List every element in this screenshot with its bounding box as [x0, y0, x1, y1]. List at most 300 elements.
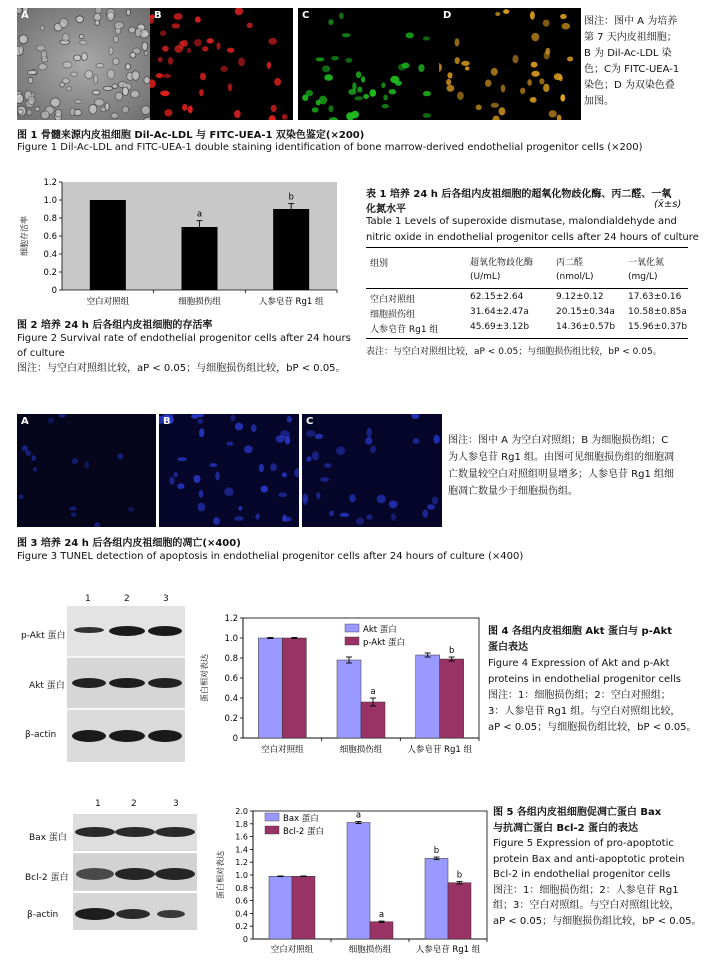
x-tick-label: 细胞损伤组	[348, 945, 392, 955]
cell-blob	[70, 72, 77, 76]
cell-blob	[328, 19, 333, 25]
bar	[258, 638, 282, 738]
cell-blob	[270, 463, 277, 471]
cell-blob	[402, 63, 410, 69]
cell-blob	[377, 495, 386, 504]
cell-blob	[324, 463, 331, 468]
cell-blob	[105, 103, 109, 111]
fig1-label-a: A	[21, 10, 29, 21]
cell-blob	[19, 35, 28, 44]
y-tick-label: 0.2	[224, 714, 238, 724]
cell-blob	[324, 74, 333, 81]
cell-blob	[432, 497, 438, 505]
cell-blob	[160, 91, 169, 96]
fig5-caption: 图 5 各组内皮祖细胞促凋亡蛋白 Bax 与抗凋亡蛋白 Bcl-2 蛋白的表达 Figure 5 Expression of pro-apoptotic protein Bax and anti-apoptotic protein Bcl-2 in endothelial progenitor cells 图注：1：细胞损伤组；2：人参皂苷 Rg1 组；3：空白对照组。与空白对照组比较， aP < 0.05；与细胞损伤组比较，bP < 0.05。	[493, 807, 702, 927]
cell-blob	[69, 506, 76, 510]
cell-blob	[144, 51, 148, 56]
cell-blob	[221, 66, 228, 72]
y-tick-label: 0.4	[224, 694, 238, 704]
significance-label: b	[433, 846, 440, 857]
cell-blob	[520, 88, 525, 94]
cell-blob	[194, 475, 201, 483]
y-tick-label: 0	[51, 286, 57, 296]
cell-blob	[22, 445, 28, 451]
table1-header-sod: 超氧化物歧化酶 (U/mL)	[470, 258, 534, 282]
cell-blob	[560, 14, 567, 19]
cell-blob	[312, 451, 319, 460]
cell-blob	[142, 42, 148, 51]
y-tick-label: 1.0	[235, 871, 248, 880]
bar	[269, 876, 292, 939]
significance-label: b	[448, 646, 455, 656]
bar	[361, 702, 385, 738]
cell-blob	[174, 45, 182, 53]
y-tick-label: 1.8	[235, 819, 248, 829]
cell-blob	[501, 85, 506, 93]
cell-blob	[543, 84, 549, 92]
cell-blob	[79, 34, 84, 38]
fig2-chart	[17, 172, 347, 310]
table1-header-no: 一氧化氮 (mg/L)	[628, 258, 665, 282]
cell-blob	[361, 76, 365, 83]
y-tick-label: 0.6	[224, 674, 238, 684]
fig3-label-c: C	[306, 416, 314, 427]
cell-blob	[370, 446, 376, 454]
cell-blob	[126, 9, 130, 15]
cell-blob	[191, 414, 199, 419]
fig4-lane-2: 2	[124, 594, 130, 604]
cell-blob	[62, 33, 69, 41]
fig3-panel-c	[302, 414, 442, 527]
cell-blob	[128, 507, 134, 512]
cell-blob	[135, 28, 141, 37]
cell-blob	[118, 453, 124, 460]
y-tick-label: 0.2	[235, 922, 248, 932]
x-tick-label: 人参皂苷 Rg1 组	[407, 745, 472, 755]
cell-blob	[182, 104, 187, 111]
table1-rule-mid	[366, 288, 688, 289]
cell-blob	[199, 428, 204, 437]
cell-blob	[529, 97, 535, 102]
table-row: 空白对照组 62.15±2.64 9.12±0.12 17.63±0.16	[370, 292, 682, 305]
fig4-label-pakt: p-Akt 蛋白	[21, 631, 66, 641]
cell-blob	[35, 107, 40, 111]
cell-blob	[55, 109, 62, 116]
cell-blob	[109, 47, 113, 55]
y-tick-label: 0.8	[235, 883, 248, 893]
fig2-caption-en-1: Figure 2 Survival rate of endothelial progenitor cells after 24 hours	[17, 333, 351, 344]
bar	[440, 659, 464, 738]
fig1-panel-b	[150, 8, 293, 120]
cell-blob	[531, 71, 539, 77]
cell-blob	[306, 90, 313, 96]
cell-blob	[228, 83, 232, 91]
cell-blob	[28, 77, 33, 83]
cell-blob	[485, 80, 492, 87]
cell-blob	[156, 73, 163, 78]
cell-blob	[370, 89, 377, 97]
y-tick-label: 1.2	[43, 178, 57, 188]
cell-blob	[92, 90, 100, 95]
cell-blob	[357, 87, 362, 93]
cell-blob	[66, 87, 72, 91]
cell-blob	[543, 20, 550, 27]
fig1-panel-d	[439, 8, 581, 120]
y-tick-label: 0.4	[43, 250, 57, 260]
x-tick-label: 人参皂苷 Rg1 组	[415, 945, 481, 955]
cell-blob	[476, 105, 482, 111]
fig3-label-b: B	[163, 416, 171, 427]
cell-blob	[177, 457, 187, 461]
cell-blob	[122, 106, 128, 113]
cell-blob	[503, 9, 509, 14]
cell-blob	[234, 110, 241, 118]
table1-note: 表注：与空白对照组比较，aP < 0.05；与细胞损伤组比较，bP < 0.05。	[366, 347, 662, 357]
cell-blob	[199, 490, 204, 498]
cell-blob	[94, 13, 101, 21]
bar	[416, 655, 440, 738]
cell-blob	[158, 57, 163, 62]
cell-blob	[329, 511, 334, 517]
cell-blob	[63, 62, 72, 68]
cell-blob	[27, 70, 36, 74]
cell-blob	[340, 513, 350, 517]
cell-blob	[389, 89, 396, 94]
y-tick-label: 0.2	[43, 268, 57, 278]
bar	[448, 883, 471, 939]
cell-blob	[247, 23, 253, 29]
fig4-chart	[195, 610, 485, 772]
cell-blob	[48, 417, 54, 423]
cell-blob	[238, 58, 245, 67]
cell-blob	[461, 61, 470, 66]
cell-blob	[168, 57, 173, 65]
cell-blob	[244, 446, 253, 454]
cell-blob	[25, 450, 31, 456]
x-tick-label: 人参皂苷 Rg1 组	[258, 297, 324, 307]
cell-blob	[356, 518, 364, 525]
cell-blob	[72, 458, 78, 464]
cell-blob	[207, 38, 214, 43]
x-tick-label: 细胞损伤组	[178, 297, 221, 307]
fig5-lane-1: 1	[95, 799, 101, 809]
y-tick-label: 0	[232, 734, 238, 744]
cell-blob	[194, 39, 202, 46]
significance-label: a	[355, 810, 362, 821]
cell-blob	[169, 477, 174, 485]
fig1-label-b: B	[154, 10, 162, 21]
table1-title-en-2: nitric oxide in endothelial progenitor cells after 24 hours of culture	[366, 232, 699, 243]
cell-blob	[455, 38, 460, 46]
cell-blob	[80, 40, 87, 44]
table-row: 人参皂苷 Rg1 组 45.69±3.12b 14.36±0.57b 15.96±0.37b	[370, 322, 688, 335]
table1-title-cn-1: 表 1 培养 24 h 后各组内皮祖细胞的超氧化物歧化酶、丙二醛、一氧	[366, 189, 672, 200]
cell-blob	[280, 430, 290, 438]
cell-blob	[195, 16, 201, 22]
y-tick-label: 1.2	[235, 858, 248, 868]
fig4-lane-3: 3	[163, 594, 169, 604]
cell-blob	[282, 114, 288, 120]
fig3-note: 图注：图中 A 为空白对照组；B 为细胞损伤组；C 为人参皂苷 Rg1 组。由图可见细胞损伤组的细胞凋 亡数量较空白对照组明显增多；人参皂苷 Rg1 组细 胞凋亡数量少于细胞损伤组。	[448, 435, 675, 497]
cell-blob	[465, 66, 470, 70]
y-axis-label: 蛋白相对表达	[200, 654, 209, 702]
cell-blob	[238, 506, 242, 511]
cell-blob	[227, 48, 234, 53]
cell-blob	[447, 85, 455, 92]
table1-stat: (x̄±s)	[654, 199, 682, 210]
bar	[370, 922, 393, 939]
y-tick-label: 1.0	[224, 634, 238, 644]
cell-blob	[130, 52, 136, 58]
significance-label: b	[288, 192, 294, 203]
cell-blob	[383, 95, 388, 101]
fig4-label-actin: β-actin	[25, 730, 57, 740]
fig2-caption-cn: 图 2 培养 24 h 后各组内皮祖细胞的存活率	[17, 320, 213, 331]
cell-blob	[230, 415, 235, 421]
cell-blob	[382, 104, 389, 108]
cell-blob	[114, 22, 124, 29]
cell-blob	[60, 83, 65, 88]
cell-blob	[41, 111, 50, 119]
y-tick-label: 1.4	[235, 845, 248, 855]
fig1-label-d: D	[443, 10, 452, 21]
fig4-label-akt: Akt 蛋白	[29, 681, 65, 691]
cell-blob	[210, 463, 218, 467]
fig4-blot-image	[67, 606, 185, 762]
cell-blob	[17, 94, 24, 104]
fig3-panel-a	[17, 414, 156, 527]
cell-blob	[33, 467, 37, 472]
cell-blob	[491, 103, 499, 108]
y-tick-label: 1.0	[43, 196, 57, 206]
x-tick-label: 空白对照组	[261, 745, 304, 755]
legend-swatch	[265, 813, 279, 821]
cell-blob	[316, 57, 325, 61]
cell-blob	[199, 89, 203, 96]
cell-blob	[234, 516, 244, 521]
cell-blob	[213, 517, 220, 525]
cell-blob	[59, 18, 68, 28]
cell-blob	[174, 472, 178, 477]
cell-blob	[447, 72, 452, 78]
cell-blob	[18, 494, 23, 499]
cell-blob	[215, 472, 219, 481]
fig4-blot	[17, 590, 185, 762]
bar	[347, 823, 370, 939]
cell-blob	[560, 94, 565, 101]
cell-blob	[282, 472, 287, 477]
y-tick-label: 0.6	[235, 896, 248, 906]
y-tick-label: 0.4	[235, 909, 248, 919]
significance-label: b	[456, 870, 463, 881]
legend-swatch	[345, 637, 359, 645]
table-row: 细胞损伤组 31.64±2.47a 20.15±0.34a 10.58±0.85a	[370, 307, 687, 320]
bar	[273, 209, 309, 290]
cell-blob	[406, 32, 414, 38]
cell-blob	[226, 442, 233, 446]
cell-blob	[539, 78, 544, 84]
cell-blob	[427, 504, 435, 510]
cell-blob	[256, 513, 260, 519]
table1-header-group: 组别	[370, 259, 389, 269]
cell-blob	[216, 42, 220, 50]
cell-blob	[433, 435, 439, 444]
significance-label: a	[378, 910, 385, 921]
cell-blob	[188, 106, 193, 114]
cell-blob	[278, 492, 287, 497]
y-tick-label: 2.0	[235, 807, 248, 816]
legend-label: Bax 蛋白	[283, 814, 319, 824]
fig5-label-actin: β-actin	[27, 910, 59, 920]
cell-blob	[267, 62, 271, 69]
cell-blob	[107, 12, 114, 21]
bar	[292, 876, 315, 939]
cell-blob	[235, 423, 243, 431]
cell-blob	[103, 86, 113, 90]
cell-blob	[491, 68, 498, 76]
cell-blob	[132, 71, 140, 81]
cell-blob	[455, 57, 460, 64]
cell-blob	[111, 113, 118, 119]
cell-blob	[365, 437, 372, 444]
cell-blob	[19, 45, 23, 55]
cell-blob	[122, 87, 128, 96]
cell-blob	[181, 40, 188, 47]
cell-blob	[85, 70, 93, 78]
cell-blob	[202, 46, 208, 51]
cell-blob	[224, 487, 233, 496]
cell-blob	[89, 104, 97, 114]
cell-blob	[389, 500, 398, 508]
cell-blob	[95, 8, 102, 14]
table1-rule-top	[366, 247, 688, 248]
legend-swatch	[345, 624, 359, 632]
fig3-caption-en: Figure 3 TUNEL detection of apoptosis in endothelial progenitor cells after 24 hours of culture (×400)	[17, 551, 524, 562]
y-tick-label: 0.8	[224, 654, 238, 664]
cell-blob	[162, 46, 169, 52]
cell-blob	[164, 109, 172, 116]
cell-blob	[113, 58, 119, 65]
cell-blob	[107, 69, 114, 79]
fig1-panel-c	[298, 8, 439, 120]
cell-blob	[126, 64, 131, 70]
cell-blob	[274, 78, 281, 86]
x-tick-label: 空白对照组	[86, 297, 130, 307]
table1-title-cn-2: 化氮水平	[366, 204, 406, 215]
cell-blob	[177, 483, 184, 489]
cell-blob	[41, 50, 46, 59]
cell-blob	[129, 27, 136, 33]
fig3-panel-b	[159, 414, 299, 527]
cell-blob	[346, 58, 353, 63]
legend-label: Akt 蛋白	[363, 625, 397, 635]
fig5-label-bax: Bax 蛋白	[29, 833, 67, 843]
cell-blob	[94, 99, 104, 106]
fig5-blot-image	[73, 814, 197, 930]
cell-blob	[413, 438, 420, 444]
cell-blob	[322, 65, 330, 72]
cell-blob	[141, 106, 150, 115]
y-tick-label: 0	[242, 935, 248, 944]
cell-blob	[32, 455, 36, 461]
fig4-caption: 图 4 各组内皮祖细胞 Akt 蛋白与 p-Akt 蛋白表达 Figure 4 Expression of Akt and p-Akt proteins in endothelial progenitor cells 图注：1：细胞损伤组；2：空白对照组； 3：人参皂苷 Rg1 组。与空白对照组比较， aP < 0.05；与细胞损伤组比较，bP < 0.05。	[488, 626, 697, 733]
cell-blob	[282, 515, 286, 522]
cell-blob	[198, 503, 206, 512]
legend-label: Bcl-2 蛋白	[283, 827, 325, 837]
cell-blob	[320, 477, 329, 482]
fig3-caption-cn: 图 3 培养 24 h 后各组内皮祖细胞的凋亡(×400)	[17, 538, 241, 549]
bar	[425, 858, 448, 939]
table1-header-row	[366, 252, 688, 286]
fig1-panel-a	[17, 8, 150, 120]
bar	[90, 200, 126, 290]
cell-blob	[306, 430, 316, 437]
cell-blob	[308, 456, 312, 461]
cell-blob	[319, 96, 327, 105]
cell-blob	[446, 79, 451, 85]
cell-blob	[85, 461, 89, 469]
cell-blob	[112, 84, 118, 88]
fig5-lane-3: 3	[173, 799, 179, 809]
cell-blob	[82, 53, 88, 61]
cell-blob	[160, 30, 166, 36]
cell-blob	[315, 434, 323, 439]
cell-blob	[331, 56, 339, 61]
cell-blob	[562, 23, 571, 30]
fig3-label-a: A	[21, 416, 29, 427]
significance-label: a	[370, 687, 376, 697]
cell-blob	[328, 105, 333, 112]
y-axis-label: 蛋白相对表达	[216, 851, 225, 899]
y-tick-label: 1.6	[235, 832, 248, 842]
cell-blob	[76, 16, 84, 23]
cell-blob	[251, 424, 257, 432]
cell-blob	[339, 13, 344, 19]
fig5-label-bcl2: Bcl-2 蛋白	[25, 873, 69, 883]
cell-blob	[131, 90, 140, 98]
cell-blob	[94, 75, 98, 84]
cell-blob	[495, 12, 500, 16]
cell-blob	[18, 109, 23, 114]
cell-blob	[287, 416, 292, 423]
fig1-caption-en: Figure 1 Dil-Ac-LDL and FITC-UEA-1 double staining identification of bone marrow-derived endothelial progenitor cells (×200)	[17, 142, 643, 153]
significance-label: a	[196, 209, 203, 220]
cell-blob	[549, 110, 557, 117]
bar	[337, 660, 361, 738]
cell-blob	[70, 108, 75, 116]
fig1-label-c: C	[302, 10, 310, 21]
cell-blob	[527, 79, 532, 86]
cell-blob	[559, 76, 563, 82]
cell-blob	[198, 419, 204, 424]
cell-blob	[544, 51, 550, 59]
fig4-lane-1: 1	[85, 594, 91, 604]
fig5-lane-2: 2	[131, 799, 137, 809]
cell-blob	[354, 96, 362, 100]
y-tick-label: 0.8	[43, 214, 57, 224]
cell-blob	[261, 486, 269, 493]
cell-blob	[513, 55, 519, 63]
cell-blob	[259, 464, 264, 472]
cell-blob	[423, 36, 430, 40]
cell-blob	[530, 11, 535, 19]
cell-blob	[418, 64, 424, 72]
legend-label: p-Akt 蛋白	[363, 638, 406, 648]
bar	[282, 638, 306, 738]
cell-blob	[303, 497, 308, 505]
fig5-chart	[213, 805, 491, 960]
cell-blob	[40, 25, 44, 30]
